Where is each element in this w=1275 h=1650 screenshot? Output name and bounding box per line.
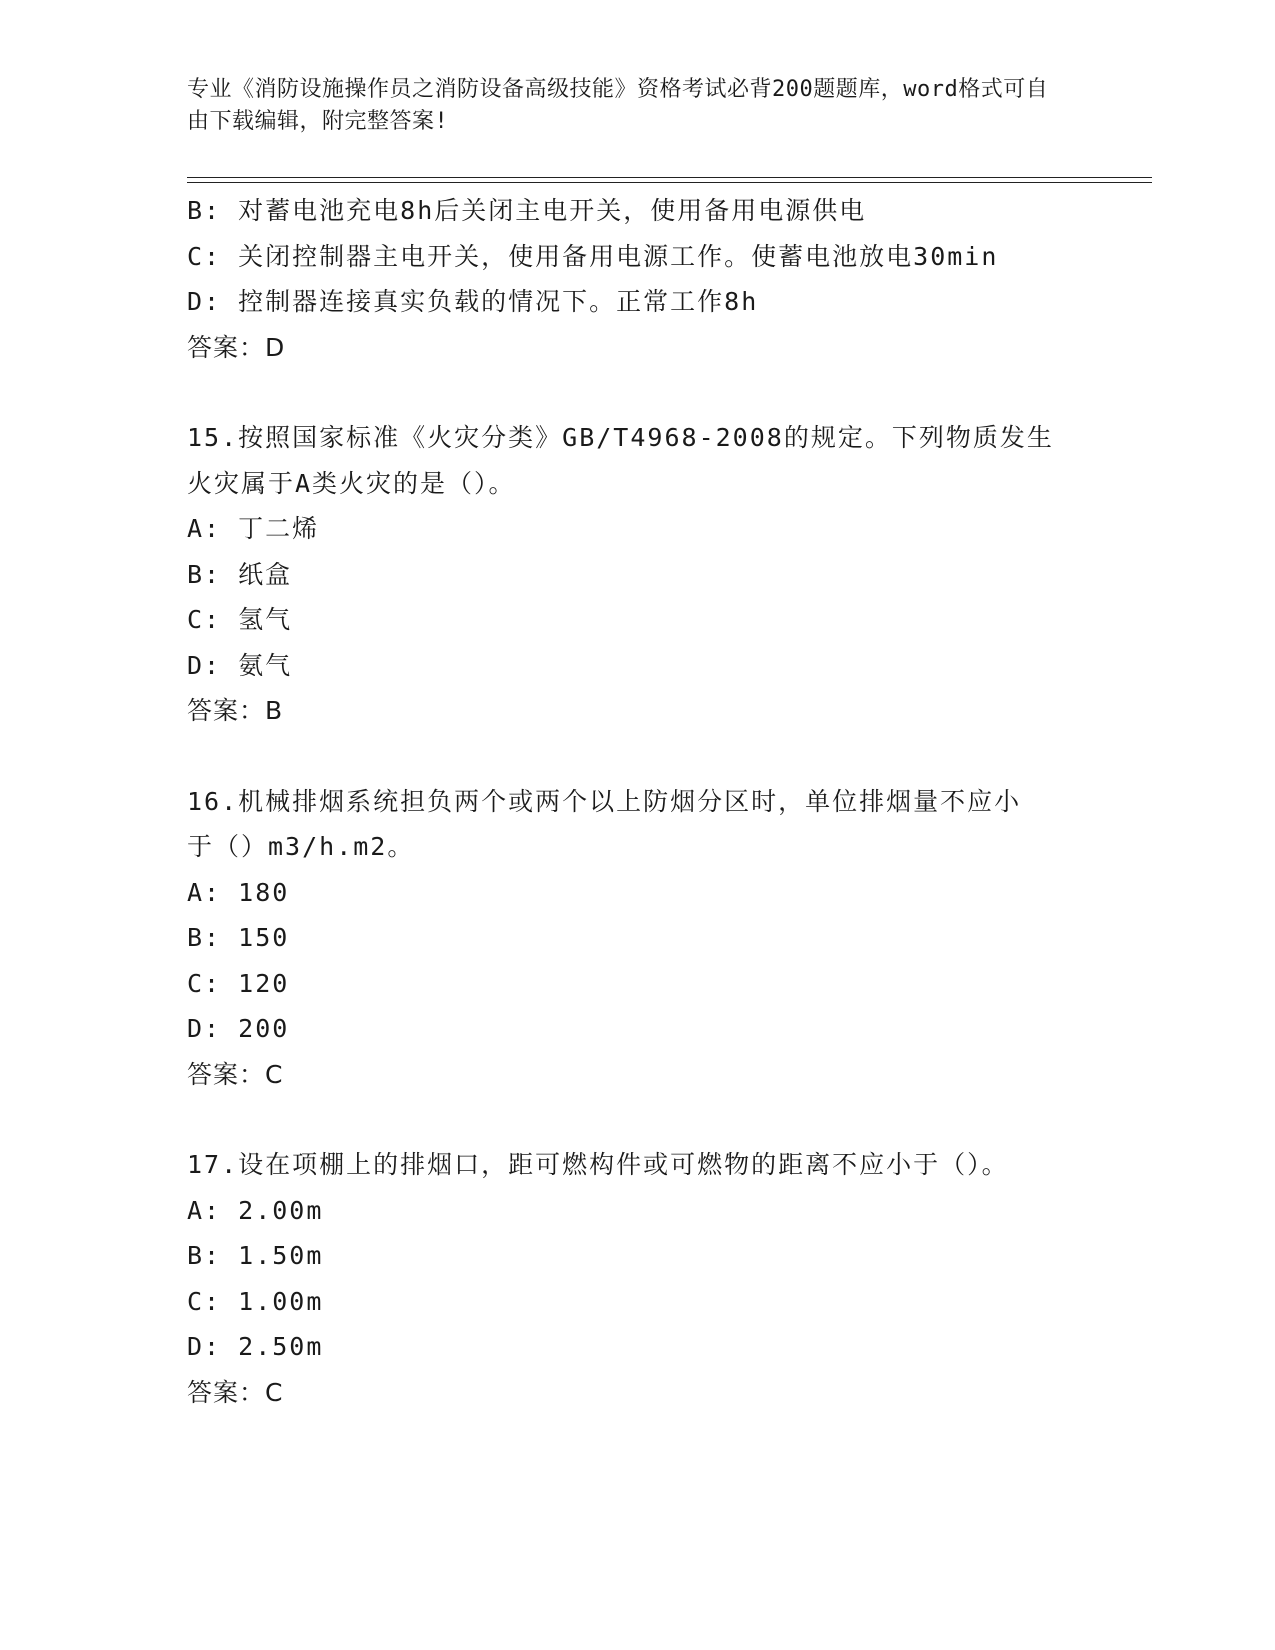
header-divider-top [187, 177, 1152, 178]
option-c: C: 120 [187, 968, 290, 998]
header-divider-bottom [187, 182, 1152, 183]
answer-line: 答案：B [187, 696, 284, 725]
question-list [187, 188, 1087, 1415]
option-d: D: 控制器连接真实负载的情况下。正常工作8h [187, 287, 759, 316]
option-d: D: 氨气 [187, 650, 293, 680]
option-a: A: 180 [187, 877, 290, 907]
option-c: C: 1.00m [187, 1286, 324, 1316]
question-block-partial [187, 188, 1087, 370]
question-block-15 [187, 415, 1087, 734]
option-b: B: 对蓄电池充电8h后关闭主电开关，使用备用电源供电 [187, 196, 867, 225]
option-d: D: 200 [187, 1014, 290, 1043]
question-text: 16.机械排烟系统担负两个或两个以上防烟分区时，单位排烟量不应小 [187, 786, 1022, 816]
option-c: C: 关闭控制器主电开关，使用备用电源工作。使蓄电池放电30min [187, 241, 999, 271]
answer-line: 答案：D [187, 332, 286, 362]
option-d: D: 2.50m [187, 1332, 324, 1361]
answer-line: 答案：C [187, 1377, 284, 1407]
answer-line: 答案：C [187, 1059, 284, 1089]
question-text: 17.设在项棚上的排烟口，距可燃构件或可燃物的距离不应小于（）。 [187, 1150, 1009, 1179]
option-a: A: 2.00m [187, 1195, 324, 1225]
option-b: B: 纸盒 [187, 559, 293, 589]
option-a: A: 丁二烯 [187, 514, 320, 543]
question-text-continued: 于（）m3/h.m2。 [187, 832, 415, 861]
document-header: 专业《消防设施操作员之消防设备高级技能》资格考试必背200题题库，word格式可自由下载编辑，附完整答案! [187, 77, 1049, 134]
question-block-16 [187, 779, 1087, 1098]
option-c: C: 氢气 [187, 605, 293, 634]
question-text: 15.按照国家标准《火灾分类》GB/T4968-2008的规定。下列物质发生 [187, 423, 1054, 452]
option-b: B: 1.50m [187, 1241, 324, 1270]
question-text-continued: 火灾属于A类火灾的是（）。 [187, 468, 516, 498]
question-block-17 [187, 1142, 1087, 1415]
option-b: B: 150 [187, 923, 290, 952]
